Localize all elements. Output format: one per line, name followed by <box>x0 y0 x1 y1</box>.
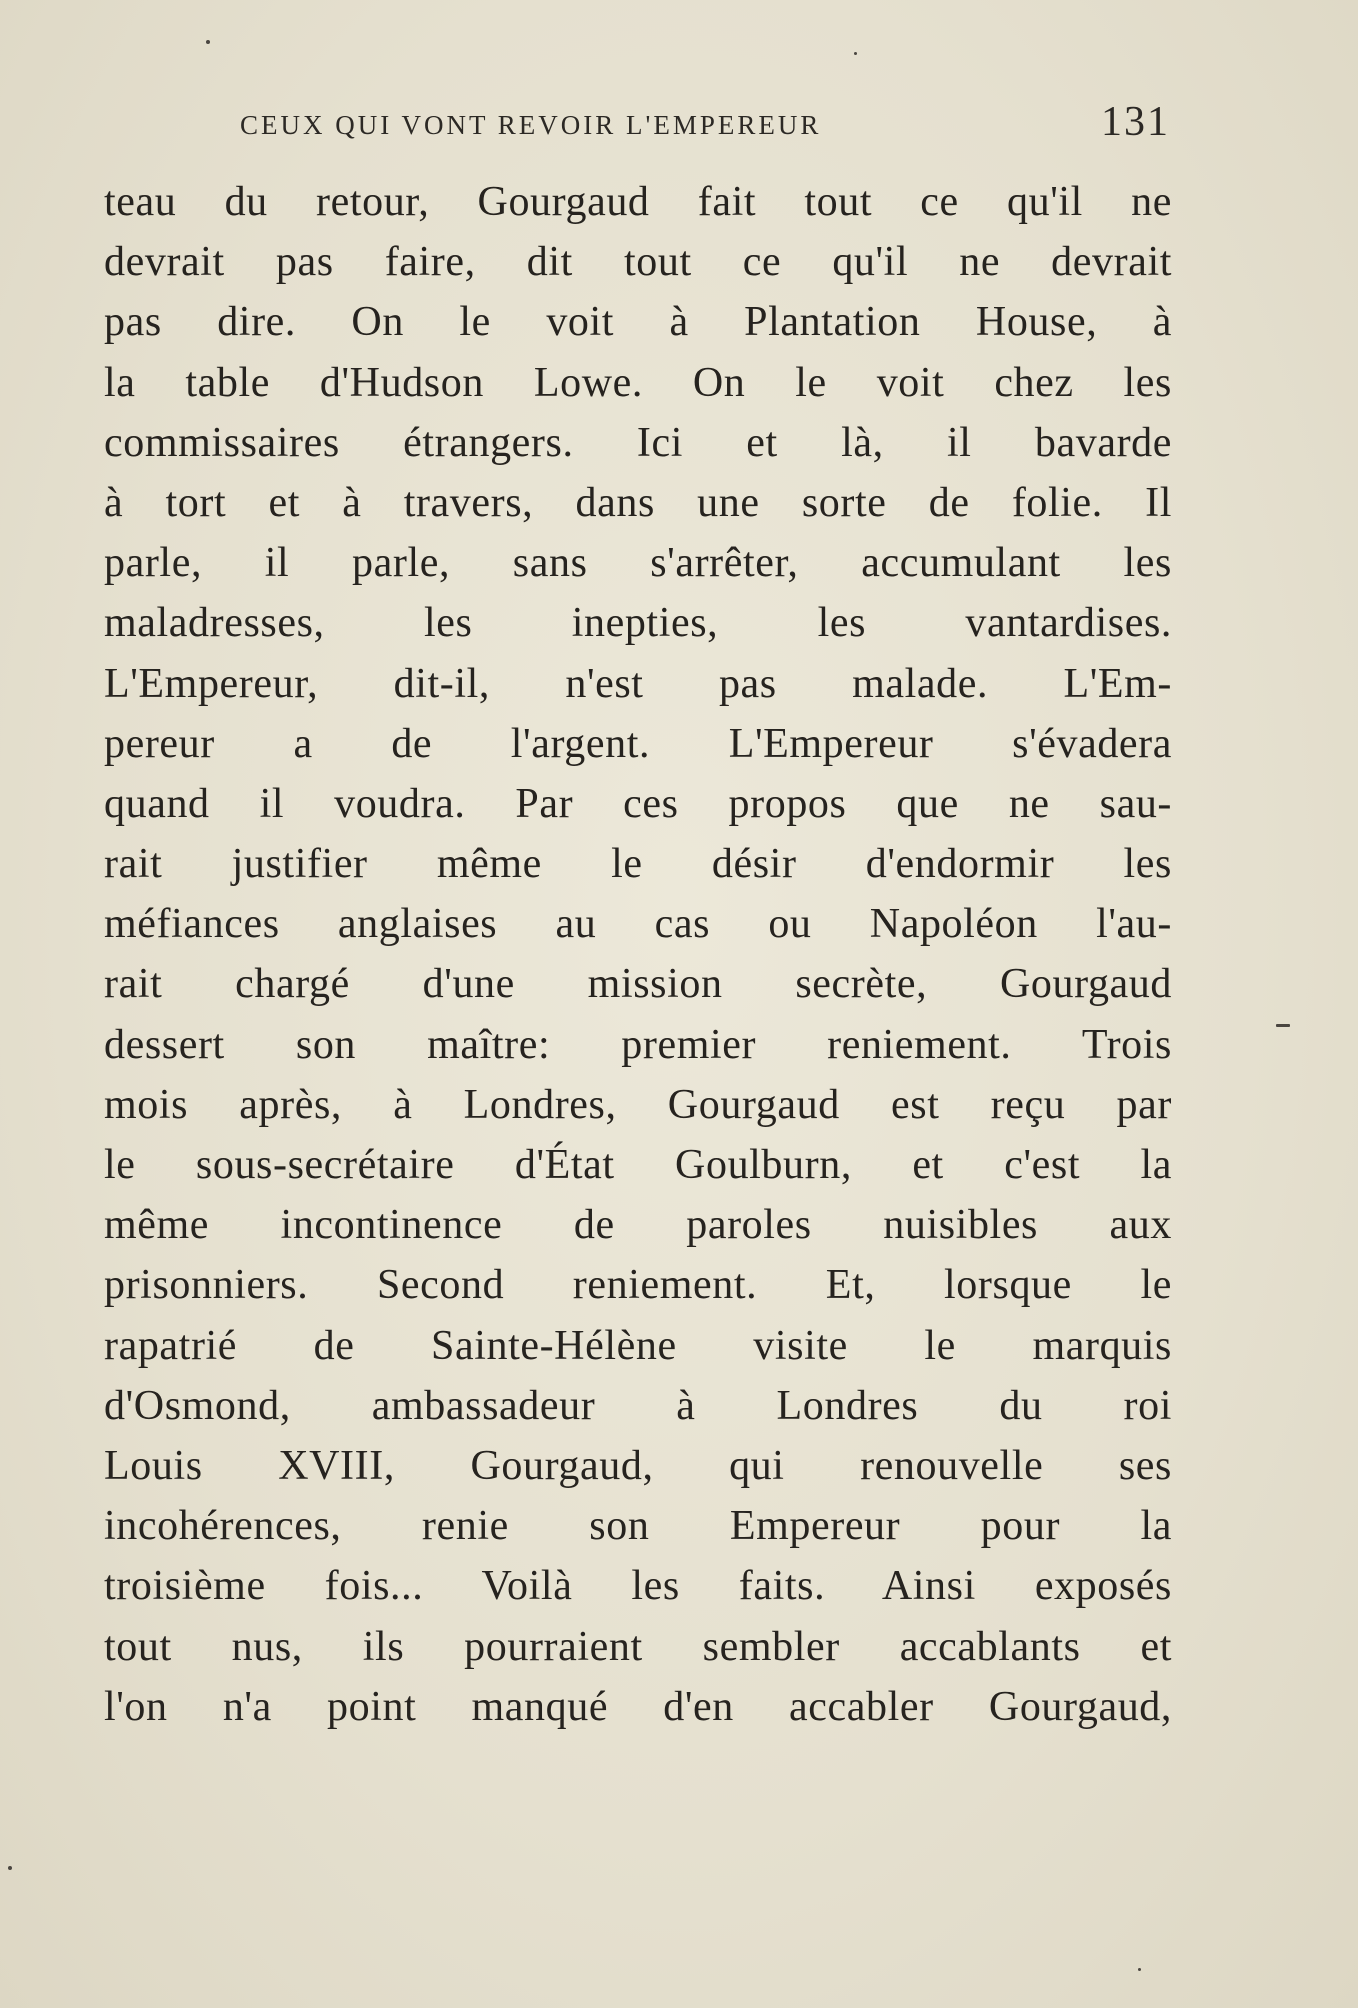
text-line: l'on n'a point manqué d'en accabler Gourgaud, <box>104 1683 1172 1730</box>
text-line: d'Osmond, ambassadeur à Londres du roi <box>104 1382 1172 1429</box>
text-line: quand il voudra. Par ces propos que ne sau- <box>104 780 1172 827</box>
text-line: maladresses, les inepties, les vantardises. <box>104 600 1172 647</box>
text-line: prisonniers. Second reniement. Et, lorsque le <box>104 1262 1172 1309</box>
print-speck <box>854 52 857 55</box>
page-number: 131 <box>1101 99 1170 145</box>
text-line: L'Empereur, dit-il, n'est pas malade. L'Em- <box>104 660 1172 707</box>
text-line: rapatrié de Sainte-Hélène visite le marquis <box>104 1322 1172 1369</box>
text-line: pas dire. On le voit à Plantation House, à <box>104 299 1172 346</box>
text-line: même incontinence de paroles nuisibles aux <box>104 1202 1172 1249</box>
text-line: mois après, à Londres, Gourgaud est reçu par <box>104 1081 1172 1128</box>
text-line: devrait pas faire, dit tout ce qu'il ne devrait <box>104 239 1172 286</box>
page-header <box>240 96 1170 156</box>
running-title: CEUX QUI VONT REVOIR L'EMPEREUR <box>240 110 822 140</box>
print-speck <box>1276 1024 1290 1027</box>
text-line: troisième fois... Voilà les faits. Ainsi exposés <box>104 1563 1172 1610</box>
text-line: dessert son maître: premier reniement. Trois <box>104 1021 1172 1068</box>
text-line: rait justifier même le désir d'endormir les <box>104 841 1172 888</box>
text-line: à tort et à travers, dans une sorte de folie. Il <box>104 479 1172 526</box>
text-line: tout nus, ils pourraient sembler accablants et <box>104 1623 1172 1670</box>
text-line: méfiances anglaises au cas ou Napoléon l'au- <box>104 901 1172 948</box>
print-speck <box>8 1866 12 1870</box>
text-line: le sous-secrétaire d'État Goulburn, et c'est la <box>104 1142 1172 1188</box>
text-line: rait chargé d'une mission secrète, Gourgaud <box>104 961 1172 1008</box>
print-speck <box>206 40 210 44</box>
body-text <box>104 172 1172 1737</box>
text-line: parle, il parle, sans s'arrêter, accumulant les <box>104 540 1172 587</box>
text-line: teau du retour, Gourgaud fait tout ce qu'il ne <box>104 179 1172 225</box>
text-line: pereur a de l'argent. L'Empereur s'évadera <box>104 720 1172 767</box>
text-line: la table d'Hudson Lowe. On le voit chez les <box>104 359 1172 406</box>
print-speck <box>1138 1968 1141 1971</box>
text-line: incohérences, renie son Empereur pour la <box>104 1503 1172 1550</box>
text-line: commissaires étrangers. Ici et là, il bavarde <box>104 419 1172 466</box>
text-line: Louis XVIII, Gourgaud, qui renouvelle ses <box>104 1442 1172 1489</box>
